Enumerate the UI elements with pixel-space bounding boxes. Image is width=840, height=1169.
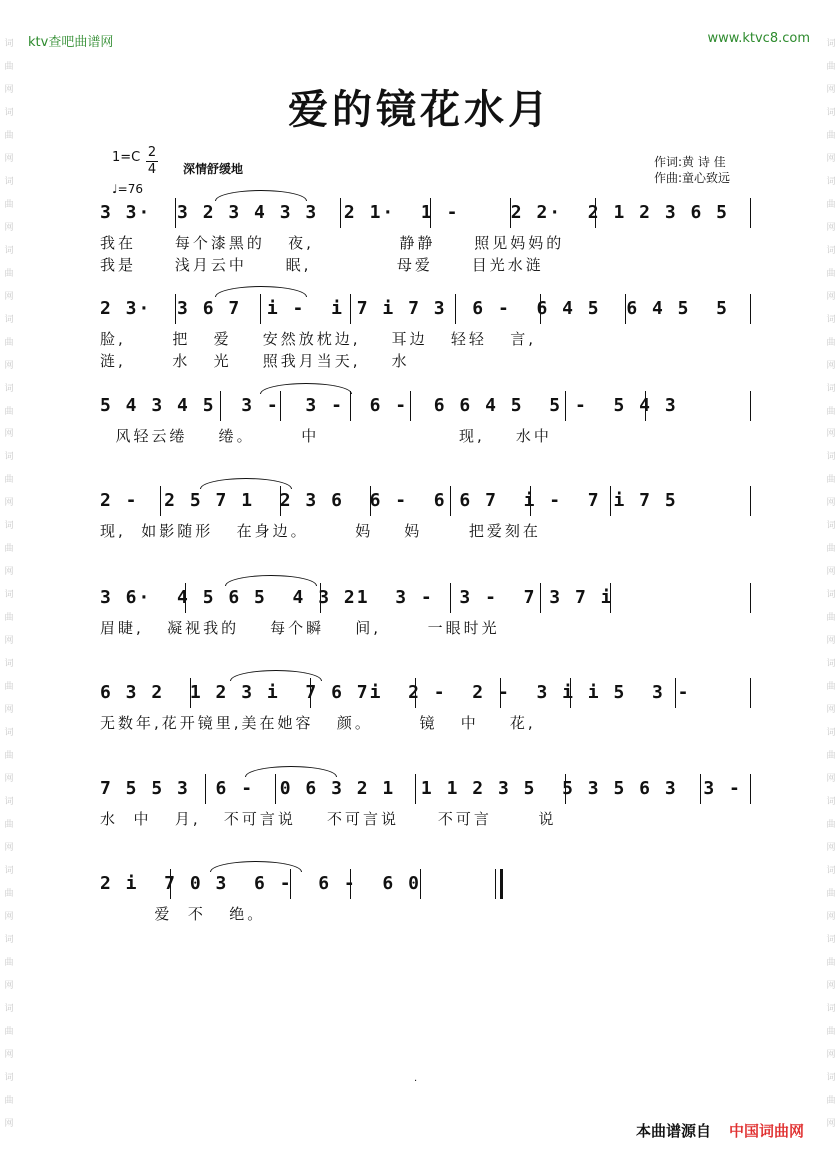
watermark-char: 词 [4, 452, 14, 463]
notes-row: 5 4 3 4 5 3 - 3 - 6 - 6 6 4 5 5 - 5 4 3 [100, 395, 678, 416]
watermark-char: 词 [826, 728, 836, 739]
header-site-name[interactable]: ktv查吧曲谱网 [28, 35, 114, 50]
tie-slur [230, 670, 322, 681]
watermark-char: 曲 [826, 268, 836, 279]
watermark-char: 网 [4, 980, 14, 991]
watermark-char: 词 [4, 39, 14, 49]
bar-line [430, 198, 431, 228]
lyrics-verse-2: 涟, 水 光 照我月当天, 水 [100, 352, 410, 370]
bar-line [450, 486, 451, 516]
bar-line [450, 583, 451, 613]
watermark-char: 曲 [826, 337, 836, 348]
notes-row: 2 3· 3 6 7 i - i 7 i 7 3 6 - 6 4 5 6 4 5 5 [100, 298, 730, 319]
bar-line [160, 486, 161, 516]
bar-line [750, 391, 751, 421]
watermark-char: 曲 [826, 888, 836, 899]
watermark-char: 网 [826, 842, 836, 853]
watermark-char: 词 [4, 245, 14, 256]
bar-line [350, 294, 351, 324]
bar-line [610, 583, 611, 613]
watermark-char: 网 [4, 1049, 14, 1060]
bar-line [290, 869, 291, 899]
bar-line [340, 198, 341, 228]
time-bottom: 4 [147, 162, 157, 177]
watermark-char: 词 [4, 934, 14, 945]
watermark-char: 曲 [4, 130, 14, 141]
watermark-char: 词 [826, 452, 836, 463]
watermark-char: 网 [826, 1118, 836, 1129]
notes-row: 3 6· 4 5 6 5 4 3 21 3 - 3 - 7 3 7 i [100, 587, 614, 608]
source-site-link[interactable]: 中国词曲网 [728, 1122, 804, 1140]
bar-line [540, 294, 541, 324]
watermark-char: 曲 [4, 61, 14, 72]
bar-line [565, 391, 566, 421]
watermark-char: 曲 [826, 406, 836, 417]
watermark-char: 网 [4, 84, 14, 95]
watermark-char: 词 [826, 39, 836, 49]
watermark-char: 词 [826, 383, 836, 394]
bar-line [495, 869, 496, 899]
watermark-char: 词 [826, 1072, 836, 1083]
watermark-char: 词 [826, 314, 836, 325]
bar-line [310, 678, 311, 708]
watermark-char: 词 [4, 107, 14, 118]
bar-line [205, 774, 206, 804]
bar-line [185, 583, 186, 613]
watermark-char: 曲 [4, 1095, 14, 1106]
watermark-char: 词 [4, 590, 14, 601]
watermark-char: 网 [4, 911, 14, 922]
bar-line [420, 869, 421, 899]
bar-line [510, 198, 511, 228]
watermark-char: 曲 [826, 61, 836, 72]
watermark-char: 词 [826, 659, 836, 670]
bar-line [750, 198, 751, 228]
watermark-char: 曲 [4, 544, 14, 555]
watermark-char: 曲 [4, 957, 14, 968]
expression-mark: 深情舒缓地 [183, 162, 244, 176]
watermark-char: 词 [4, 796, 14, 807]
bar-line [170, 869, 171, 899]
tie-slur [245, 766, 337, 777]
bar-line [455, 294, 456, 324]
notes-row: 2 - 2 5 7 1 2 3 6 6 - 6 6 7 i - 7 i 7 5 [100, 490, 678, 511]
header-site-url[interactable]: www.ktvc8.com [707, 31, 810, 46]
watermark-char: 词 [4, 176, 14, 187]
watermark-char: 曲 [826, 544, 836, 555]
notes-row: 6 3 2 1 2 3 i 7 6 7i 2 - 2 - 3 i i 5 3 - [100, 682, 691, 703]
watermark-char: 曲 [826, 957, 836, 968]
lyrics-verse-1: 脸, 把 爱 安然放枕边, 耳边 轻轻 言, [100, 330, 536, 348]
bar-line [350, 869, 351, 899]
watermark-char: 网 [826, 291, 836, 302]
bar-line [175, 294, 176, 324]
watermark-char: 网 [4, 222, 14, 233]
watermark-char: 网 [4, 567, 14, 578]
bar-line [750, 294, 751, 324]
key-signature: 1=C [112, 150, 141, 165]
watermark-char: 词 [4, 1003, 14, 1014]
watermark-char: 曲 [826, 475, 836, 486]
watermark-char: 曲 [4, 613, 14, 624]
bar-line [750, 774, 751, 804]
bar-line [750, 583, 751, 613]
watermark-char: 网 [826, 360, 836, 371]
lyrics-verse-1: 水 中 月, 不可言说 不可言说 不可言 说 [100, 810, 557, 828]
composer-credit: 作曲:童心致远 [654, 171, 731, 185]
bar-line [565, 774, 566, 804]
song-title: 爱的镜花水月 [288, 86, 552, 133]
watermark-char: 网 [4, 291, 14, 302]
bar-line [645, 391, 646, 421]
page-dot: · [414, 1076, 418, 1087]
watermark-char: 网 [826, 774, 836, 784]
notes-row: 7 5 5 3 6 - 0 6 3 2 1 1 1 2 3 5 5 3 5 6 3 3 - [100, 778, 742, 799]
watermark-char: 词 [826, 107, 836, 118]
bar-line [280, 391, 281, 421]
watermark-char: 曲 [4, 337, 14, 348]
watermark-char: 网 [4, 1118, 14, 1129]
lyricist-credit: 作词:黄 诗 佳 [654, 155, 726, 169]
watermark-char: 网 [4, 429, 14, 440]
bar-line [570, 678, 571, 708]
watermark-char: 网 [4, 636, 14, 647]
lyrics-verse-1: 爱 不 绝。 [100, 905, 266, 923]
bar-line [595, 198, 596, 228]
watermark-char: 曲 [826, 819, 836, 830]
final-bar-line [500, 869, 503, 899]
bar-line [610, 486, 611, 516]
watermark-char: 词 [826, 796, 836, 807]
watermark-char: 词 [4, 1072, 14, 1083]
watermark-char: 词 [4, 521, 14, 532]
watermark-char: 曲 [826, 199, 836, 210]
watermark-char: 曲 [4, 199, 14, 210]
watermark-char: 网 [826, 429, 836, 440]
watermark-char: 曲 [826, 1026, 836, 1037]
watermark-char: 曲 [826, 751, 836, 762]
watermark-char: 词 [4, 659, 14, 670]
watermark-char: 词 [826, 865, 836, 876]
source-label: 本曲谱源自 [635, 1122, 711, 1140]
watermark-char: 曲 [826, 130, 836, 141]
watermark-char: 词 [4, 728, 14, 739]
bar-line [750, 486, 751, 516]
bar-line [415, 678, 416, 708]
bar-line [370, 486, 371, 516]
bar-line [320, 583, 321, 613]
bar-line [410, 391, 411, 421]
watermark-char: 词 [826, 590, 836, 601]
watermark-char: 曲 [4, 682, 14, 693]
tie-slur [200, 478, 292, 489]
watermark-char: 曲 [826, 613, 836, 624]
watermark-char: 词 [4, 383, 14, 394]
notes-row: 2 i 7 0 3 6 - 6 - 6 0 [100, 873, 421, 894]
tie-slur [215, 286, 307, 297]
watermark-char: 网 [826, 705, 836, 716]
watermark-char: 网 [4, 498, 14, 509]
watermark-char: 网 [826, 222, 836, 233]
watermark-left [2, 40, 16, 1129]
bar-line [750, 678, 751, 708]
bar-line [175, 198, 176, 228]
bar-line [540, 583, 541, 613]
tie-slur [225, 575, 317, 586]
watermark-char: 网 [826, 567, 836, 578]
source-credit [636, 1120, 804, 1141]
tie-slur [210, 861, 302, 872]
tie-slur [215, 190, 307, 201]
watermark-char: 网 [4, 153, 14, 164]
tempo-mark: ♩=76 [112, 182, 143, 196]
notes-row: 3 3· 3 2 3 4 3 3 2 1· 1 - 2 2· 2 1 2 3 6 5 [100, 202, 730, 223]
bar-line [675, 678, 676, 708]
watermark-char: 词 [826, 245, 836, 256]
lyrics-verse-1: 现, 如影随形 在身边。 妈 妈 把爱刻在 [100, 522, 541, 540]
time-signature [146, 145, 158, 178]
tie-slur [260, 383, 352, 394]
watermark-char: 曲 [826, 682, 836, 693]
watermark-char: 曲 [4, 751, 14, 762]
watermark-char: 词 [826, 176, 836, 187]
bar-line [275, 774, 276, 804]
watermark-right [824, 40, 838, 1129]
watermark-char: 词 [826, 1003, 836, 1014]
watermark-char: 网 [826, 498, 836, 509]
watermark-char: 曲 [4, 1026, 14, 1037]
watermark-char: 网 [4, 774, 14, 784]
watermark-char: 网 [4, 705, 14, 716]
watermark-char: 词 [826, 934, 836, 945]
watermark-char: 曲 [826, 1095, 836, 1106]
bar-line [700, 774, 701, 804]
watermark-char: 网 [826, 980, 836, 991]
watermark-char: 词 [4, 865, 14, 876]
watermark-char: 网 [826, 636, 836, 647]
watermark-char: 曲 [4, 888, 14, 899]
lyrics-verse-2: 我是 浅月云中 眠, 母爱 目光水涟 [100, 256, 544, 274]
bar-line [220, 391, 221, 421]
bar-line [625, 294, 626, 324]
watermark-char: 曲 [4, 268, 14, 279]
lyrics-verse-1: 眉睫, 凝视我的 每个瞬 间, 一眼时光 [100, 619, 500, 637]
bar-line [280, 486, 281, 516]
watermark-char: 网 [826, 1049, 836, 1060]
bar-line [260, 294, 261, 324]
watermark-char: 曲 [4, 475, 14, 486]
bar-line [530, 486, 531, 516]
lyrics-verse-1: 无数年,花开镜里,美在她容 颜。 镜 中 花, [100, 714, 536, 732]
bar-line [415, 774, 416, 804]
bar-line [350, 391, 351, 421]
watermark-char: 网 [826, 84, 836, 95]
lyrics-verse-1: 风轻云绻 绻。 中 现, 水中 [100, 427, 552, 445]
watermark-char: 词 [4, 314, 14, 325]
bar-line [500, 678, 501, 708]
watermark-char: 词 [826, 521, 836, 532]
time-top: 2 [147, 145, 157, 160]
bar-line [190, 678, 191, 708]
watermark-char: 网 [4, 360, 14, 371]
watermark-char: 网 [4, 842, 14, 853]
watermark-char: 网 [826, 911, 836, 922]
lyrics-verse-1: 我在 每个漆黑的 夜, 静静 照见妈妈的 [100, 234, 565, 252]
watermark-char: 曲 [4, 406, 14, 417]
watermark-char: 曲 [4, 819, 14, 830]
watermark-char: 网 [826, 153, 836, 164]
